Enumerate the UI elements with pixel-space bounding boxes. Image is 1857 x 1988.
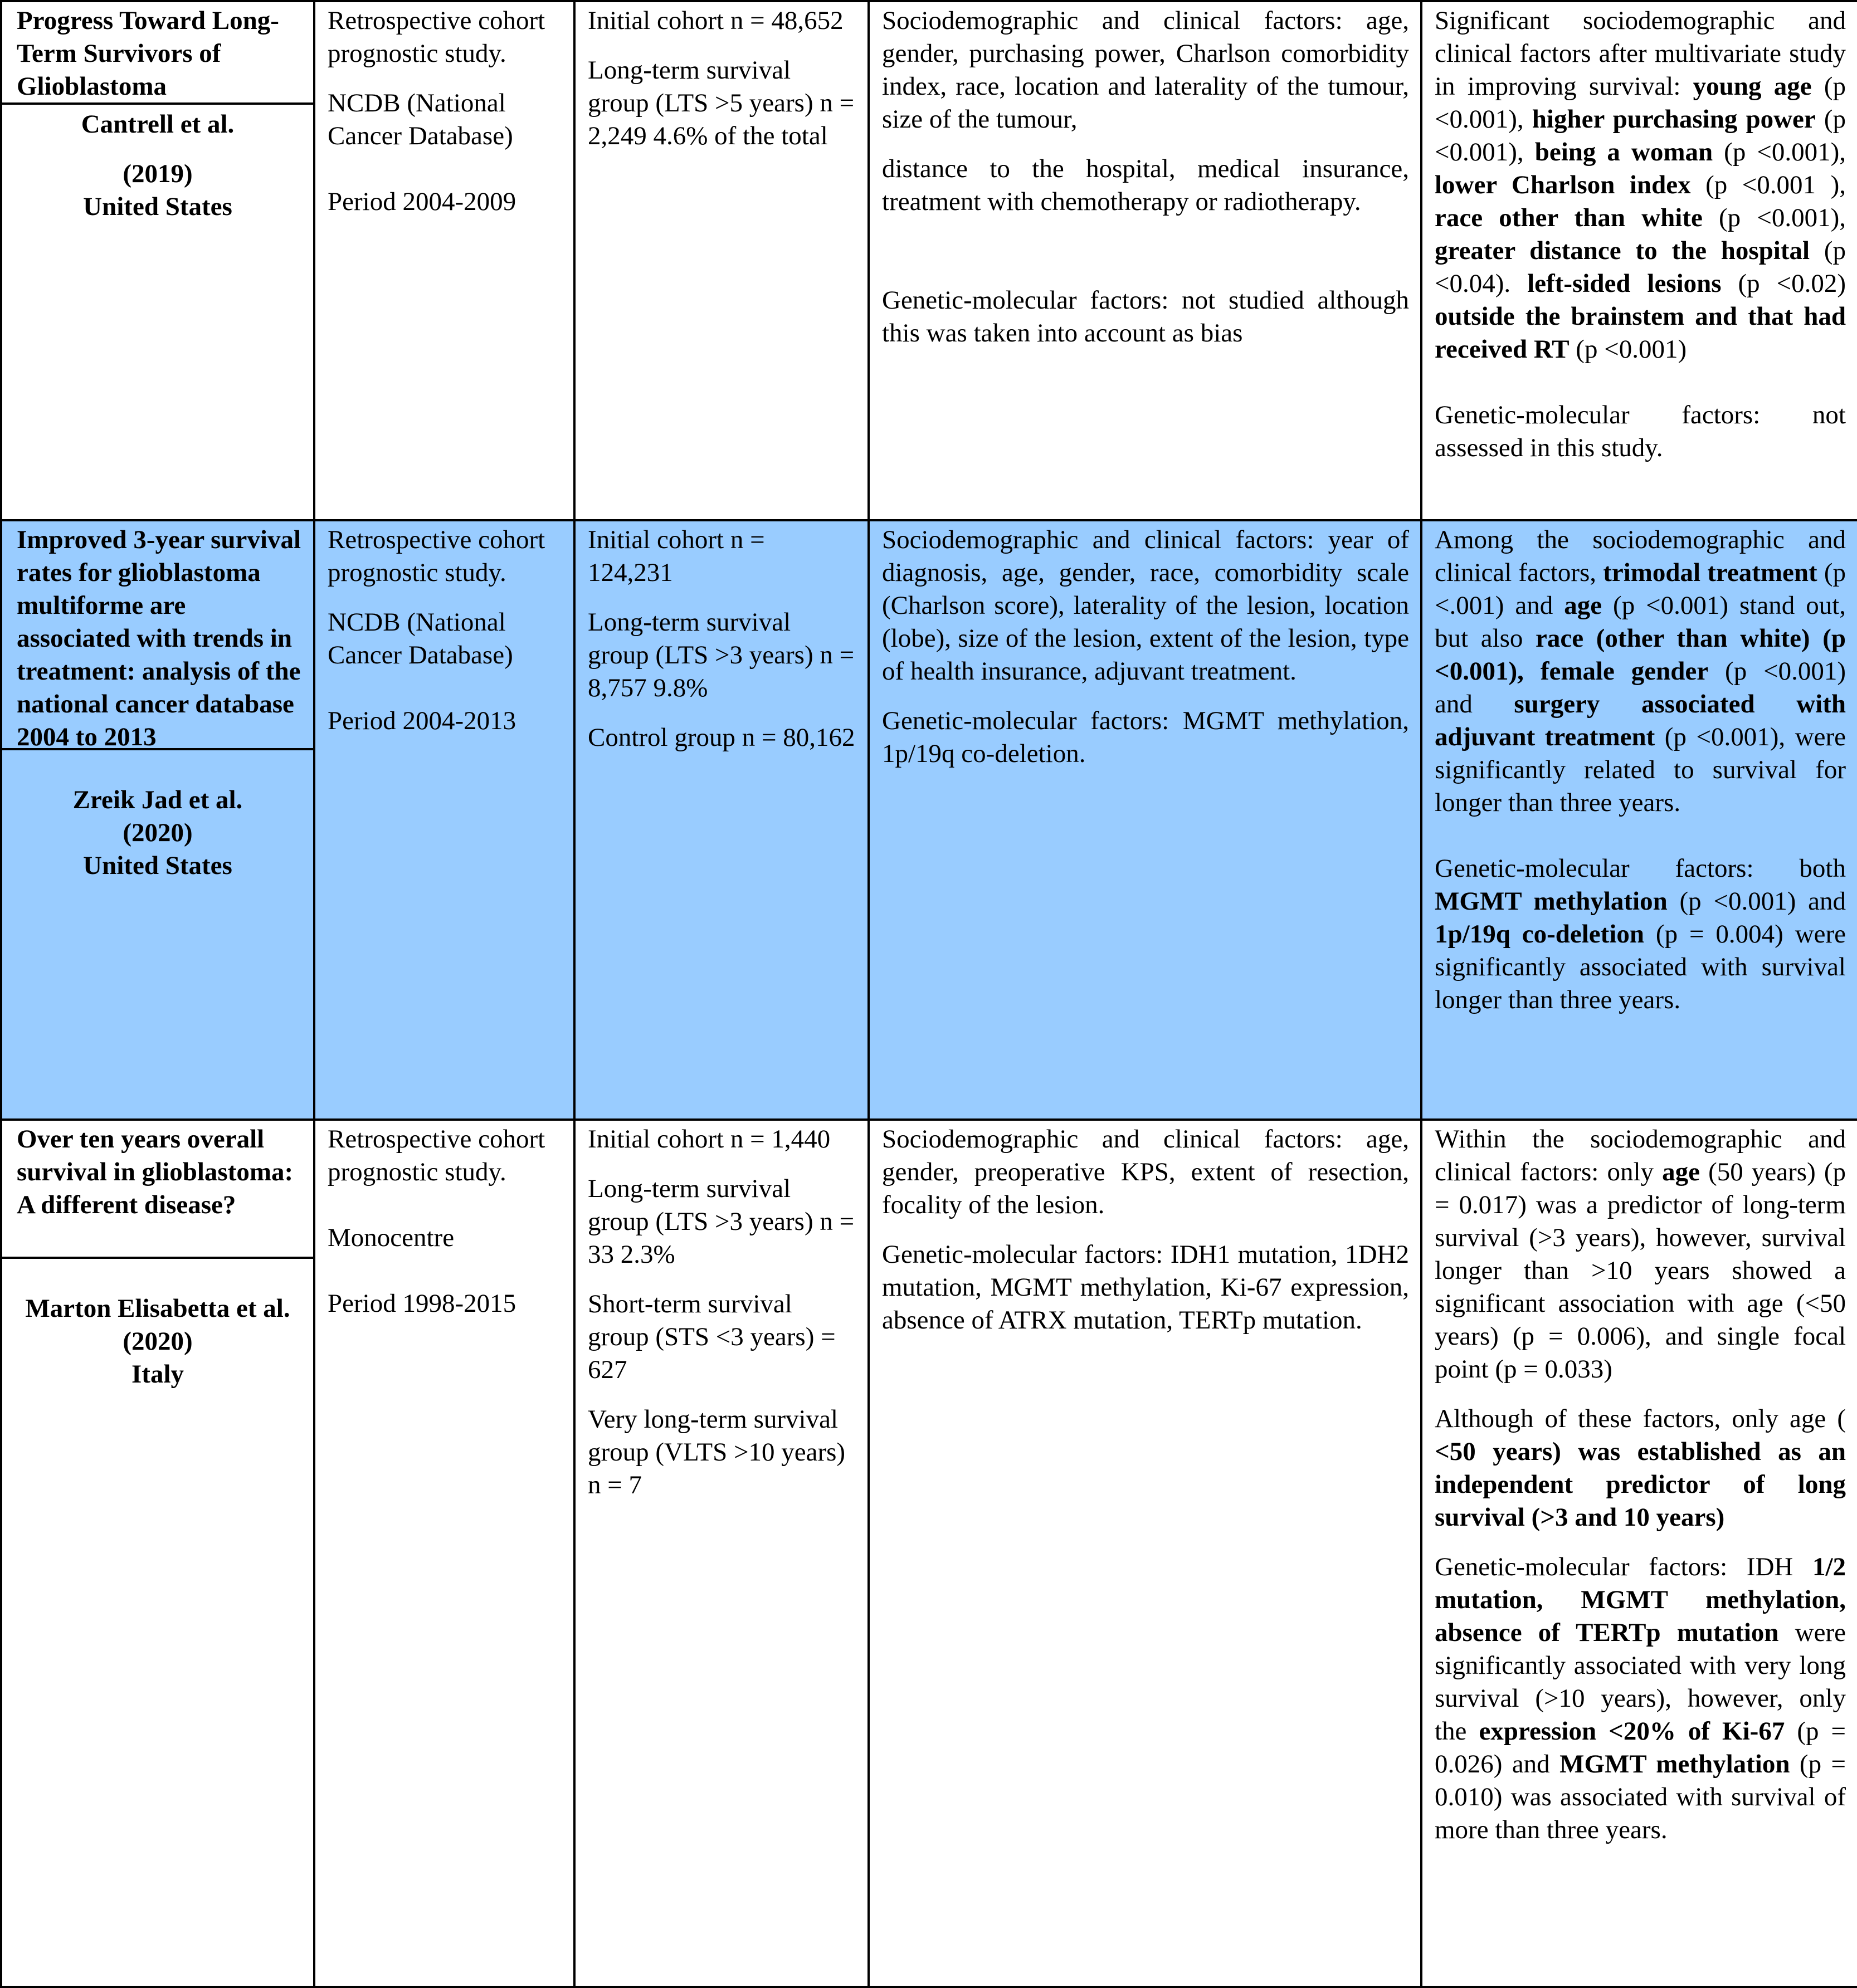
results-independent: Although of these factors, only age ( <50 years) was established as an independent predictor of long survival (>3 and 10 years) [1435,1404,1846,1532]
study-authors: Zreik Jad et al. [72,785,243,814]
cohort-sts: Short-term survival group (STS <3 years) = 627 [588,1289,836,1384]
study-authors-block [2,105,313,223]
table-row [1,1,1857,520]
study-cell [1,1120,314,1987]
results-cell [1421,520,1857,1120]
factors-genetic: Genetic-molecular factors: IDH1 mutation, 1DH2 mutation, MGMT methylation, Ki-67 expression, absence of ATRX mutation, TERTp mutation. [882,1240,1409,1335]
study-database: Monocentre [328,1223,455,1252]
study-country: Italy [131,1360,184,1389]
study-period: Period 1998-2015 [328,1289,516,1318]
study-authors-block [2,1259,313,1391]
study-title: Over ten years overall survival in glioblastoma: A different disease? [17,1125,294,1219]
study-design: Retrospective cohort prognostic study. [328,1125,545,1186]
design-cell [314,520,574,1120]
cohort-lts: Long-term survival group (LTS >5 years) n = 2,249 4.6% of the total [588,56,855,150]
results-clinical: Among the sociodemographic and clinical factors, trimodal treatment (p <.001) and age (p <0.001) stand out, but also race (other than white) (p <0.001), female gender (p <0.001) and surgery associated with adjuvant treatment (p <0.001), were significantly related to survival for longer than three years. [1435,525,1846,817]
factors-cell [869,520,1421,1120]
cohort-initial: Initial cohort n = 48,652 [588,6,844,35]
design-cell [314,1120,574,1987]
cohort-lts: Long-term survival group (LTS >3 years) n = 33 2.3% [588,1174,855,1269]
study-authors-block [2,750,313,882]
cohort-lts: Long-term survival group (LTS >3 years) n = 8,757 9.8% [588,608,855,702]
results-clinical: Significant sociodemographic and clinical factors after multivariate study in improving survival: young age (p <0.001), higher purchasing power (p <0.001), being a woman (p <0.001), lower Charlson index (p <0.001 ), race other than white (p <0.001), greater distance to the hospital (p <0.04). left-sided lesions (p <0.02) outside the brainstem and that had received RT (p <0.001) [1435,6,1846,364]
cohort-initial: Initial cohort n = 124,231 [588,525,765,587]
factors-clinical-continued: distance to the hospital, medical insurance, treatment with chemotherapy or radiotherapy. [882,154,1409,216]
cohort-cell [574,520,869,1120]
study-title: Improved 3-year survival rates for glioblastoma multiforme are associated with trends in treatment: analysis of the national cancer database 2004 to 2013 [17,525,301,751]
study-database: NCDB (National Cancer Database) [328,608,513,670]
study-year: (2020) [123,818,193,847]
results-clinical: Within the sociodemographic and clinical factors: only age (50 years) (p = 0.017) was a predictor of long-term survival (>3 years), however, survival longer than >10 years showed a significant association with age (<50 years) (p = 0.006), and single focal point (p = 0.033) [1435,1125,1846,1384]
factors-clinical: Sociodemographic and clinical factors: year of diagnosis, age, gender, race, comorbidity scale (Charlson score), laterality of the lesion, location (lobe), size of the lesion, extent of the lesion, type of health insurance, adjuvant treatment. [882,525,1409,686]
design-cell [314,1,574,520]
factors-clinical: Sociodemographic and clinical factors: age, gender, preoperative KPS, extent of resection, focality of the lesion. [882,1125,1409,1219]
results-genetic: Genetic-molecular factors: not assessed in this study. [1435,400,1846,462]
results-genetic: Genetic-molecular factors: IDH 1/2 mutation, MGMT methylation, absence of TERTp mutation were significantly associated with very long survival (>10 years), however, only the expression <20% of Ki-67 (p = 0.026) and MGMT methylation (p = 0.010) was associated with survival of more than three years. [1435,1552,1846,1844]
factors-cell [869,1120,1421,1987]
study-design: Retrospective cohort prognostic study. [328,525,545,587]
cohort-control: Control group n = 80,162 [588,723,855,752]
study-year: (2019) [123,159,193,188]
results-cell [1421,1,1857,520]
study-period: Period 2004-2013 [328,706,516,735]
study-database: NCDB (National Cancer Database) [328,89,513,150]
factors-clinical: Sociodemographic and clinical factors: age, gender, purchasing power, Charlson comorbidity index, race, location and laterality of the tumour, size of the tumour, [882,6,1409,134]
results-cell [1421,1120,1857,1987]
table-row [1,520,1857,1120]
cohort-cell [574,1120,869,1987]
factors-genetic: Genetic-molecular factors: not studied although this was taken into account as bias [882,286,1409,348]
cohort-initial: Initial cohort n = 1,440 [588,1125,831,1154]
cohort-cell [574,1,869,520]
study-cell [1,1,314,520]
study-design: Retrospective cohort prognostic study. [328,6,545,68]
study-cell [1,520,314,1120]
study-authors: Cantrell et al. [81,110,235,139]
study-period: Period 2004-2009 [328,187,516,216]
study-authors: Marton Elisabetta et al. [25,1294,290,1323]
table-row [1,1120,1857,1987]
study-title: Progress Toward Long-Term Survivors of Glioblastoma [17,6,279,101]
factors-cell [869,1,1421,520]
study-country: United States [83,851,232,880]
cohort-vlts: Very long-term survival group (VLTS >10 years) n = 7 [588,1405,846,1499]
study-year: (2020) [123,1327,193,1356]
factors-genetic: Genetic-molecular factors: MGMT methylation, 1p/19q co-deletion. [882,706,1409,768]
results-genetic: Genetic-molecular factors: both MGMT methylation (p <0.001) and 1p/19q co-deletion (p = 0.004) were significantly associated with survival longer than three years. [1435,854,1846,1014]
study-country: United States [83,192,232,221]
